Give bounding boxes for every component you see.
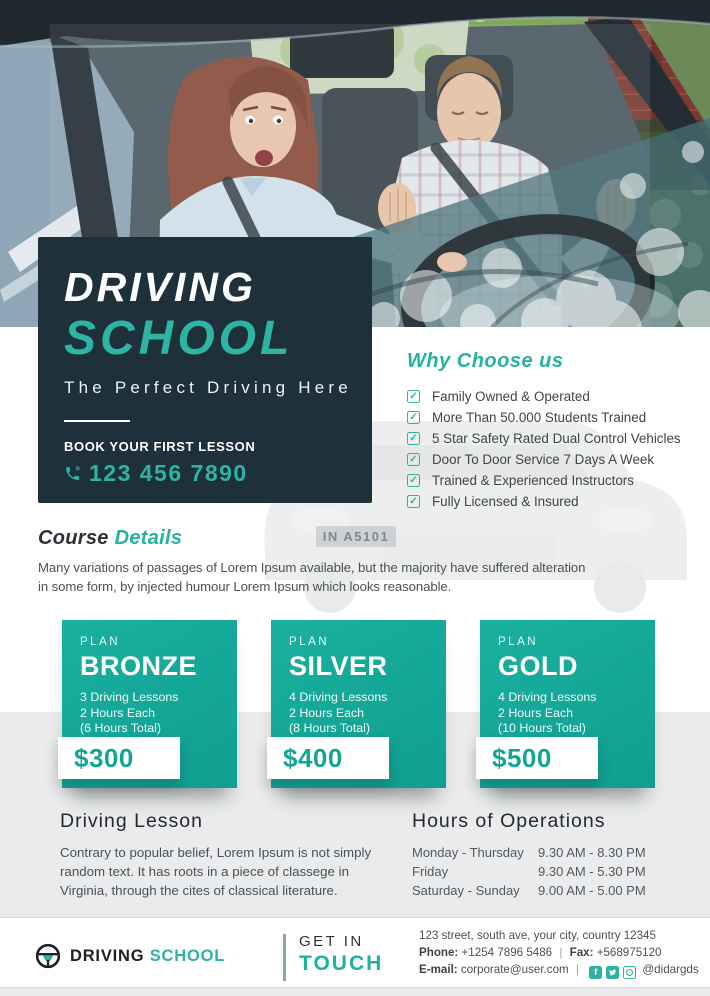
list-item (407, 428, 702, 449)
plan-label: PLAN (498, 636, 539, 648)
list-item (407, 386, 702, 407)
email-label: E-mail: (419, 963, 458, 976)
plan-card-silver (271, 620, 446, 788)
fax-value: +568975120 (596, 946, 662, 959)
touch-label: TOUCH (299, 952, 384, 975)
footer-logo-text (70, 947, 225, 966)
course-details-section (38, 527, 594, 596)
page-footer (0, 917, 710, 996)
fax-label: Fax: (569, 946, 594, 959)
title-divider (64, 420, 130, 422)
list-item-label: Trained & Experienced Instructors (432, 473, 634, 488)
plan-line: (8 Hours Total) (289, 721, 371, 735)
hours-section (412, 810, 692, 900)
separator: | (575, 963, 579, 976)
address-line (419, 927, 699, 944)
checkbox-icon: ✓ (407, 432, 420, 445)
plan-price: $400 (283, 742, 343, 773)
title-school: SCHOOL (64, 312, 294, 365)
hours-time: 9.00 AM - 5.00 PM (538, 883, 646, 898)
why-choose-section (407, 350, 702, 512)
hours-row (412, 862, 692, 881)
hours-days: Friday (412, 864, 449, 879)
plan-name: GOLD (498, 651, 578, 681)
get-in-touch-divider (283, 934, 286, 981)
why-choose-list (407, 386, 702, 512)
phone-fax-line (419, 944, 699, 961)
twitter-icon (606, 966, 619, 979)
checkbox-icon: ✓ (407, 411, 420, 424)
hours-row (412, 881, 692, 900)
course-details-title (38, 527, 594, 550)
plan-name: SILVER (289, 651, 388, 681)
hours-days: Saturday - Sunday (412, 883, 520, 898)
plan-line: (6 Hours Total) (80, 721, 162, 735)
plan-price-box (58, 737, 180, 779)
course-title-accent: Details (114, 527, 183, 549)
book-lesson-label: BOOK YOUR FIRST LESSON (64, 439, 256, 454)
why-choose-title: Why Choose us (407, 350, 564, 372)
social-icons (589, 966, 636, 979)
phone-row (64, 460, 372, 487)
hours-row (412, 843, 692, 862)
list-item-label: 5 Star Safety Rated Dual Control Vehicles (432, 431, 681, 446)
checkbox-icon: ✓ (407, 453, 420, 466)
driving-lesson-body: Contrary to popular belief, Lorem Ipsum is not simply random text. It has roots in a piece of classege in Virginia, through the cites of classical literature. (60, 845, 372, 898)
ghost-license-plate: IN A5101 (316, 526, 396, 547)
plan-lines (498, 690, 655, 737)
facebook-icon: f (589, 966, 602, 979)
title-driving: DRIVING (64, 264, 256, 310)
list-item-label: More Than 50.000 Students Trained (432, 410, 647, 425)
steering-wheel-icon (35, 943, 61, 969)
course-details-body: Many variations of passages of Lorem Ipsum available, but the majority have suffered alteration in some form, by injected humour Lorem Ipsum which looks reasonable. (38, 560, 586, 594)
plan-name: BRONZE (80, 651, 197, 681)
logo-school: SCHOOL (149, 946, 226, 965)
email-value: corporate@user.com (460, 963, 569, 976)
plan-card-bronze (62, 620, 237, 788)
plan-label: PLAN (80, 636, 121, 648)
instagram-icon (623, 966, 636, 979)
phone-value: +1254 7896 5486 (461, 946, 553, 959)
driving-lesson-section (60, 810, 390, 900)
get-in-label: GET IN (299, 933, 364, 950)
plan-line: 2 Hours Each (80, 705, 156, 720)
checkbox-icon: ✓ (407, 495, 420, 508)
hours-time: 9.30 AM - 5.30 PM (538, 864, 646, 879)
hours-table (412, 843, 692, 900)
plan-price-box (267, 737, 389, 779)
get-in-touch (299, 933, 383, 976)
logo-driving: DRIVING (70, 946, 145, 965)
plan-line: 4 Driving Lessons (498, 690, 597, 704)
driving-lesson-title: Driving Lesson (60, 810, 203, 832)
list-item (407, 470, 702, 491)
footer-contact (419, 927, 699, 979)
plan-lines (289, 690, 446, 737)
plan-lines (80, 690, 237, 737)
bottom-edge (0, 987, 710, 996)
separator: | (559, 946, 563, 959)
footer-logo (35, 943, 225, 969)
hours-time: 9.30 AM - 8.30 PM (538, 845, 646, 860)
list-item (407, 449, 702, 470)
list-item (407, 491, 702, 512)
plan-price: $500 (492, 742, 552, 773)
hero-title-box (38, 237, 372, 503)
plan-card-gold (480, 620, 655, 788)
list-item-label: Family Owned & Operated (432, 389, 590, 404)
hero-phone-number: 123 456 7890 (89, 460, 248, 486)
list-item-label: Door To Door Service 7 Days A Week (432, 452, 655, 467)
plan-label: PLAN (289, 636, 330, 648)
hours-days: Monday - Thursday (412, 845, 524, 860)
address-text: 123 street, south ave, your city, country 12345 (419, 929, 656, 942)
phone-icon (64, 465, 81, 482)
plan-line: 3 Driving Lessons (80, 690, 179, 704)
email-social-line (419, 961, 699, 979)
list-item-label: Fully Licensed & Insured (432, 494, 579, 509)
plan-line: 2 Hours Each (498, 705, 574, 720)
plan-price: $300 (74, 742, 134, 773)
title-tagline: The Perfect Driving Here (64, 378, 352, 397)
plan-line: 2 Hours Each (289, 705, 365, 720)
social-handle: @didargds (642, 963, 699, 976)
plan-line: 4 Driving Lessons (289, 690, 388, 704)
checkbox-icon: ✓ (407, 390, 420, 403)
hours-title: Hours of Operations (412, 810, 606, 832)
list-item (407, 407, 702, 428)
plan-price-box (476, 737, 598, 779)
course-title-dark: Course (38, 527, 109, 549)
plan-line: (10 Hours Total) (498, 721, 586, 735)
phone-label: Phone: (419, 946, 459, 959)
checkbox-icon: ✓ (407, 474, 420, 487)
